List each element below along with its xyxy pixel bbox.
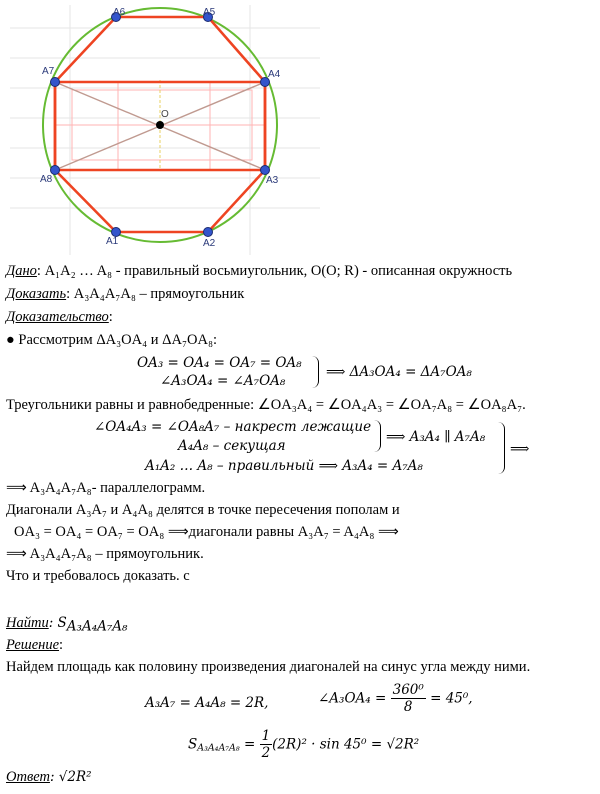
background-grid xyxy=(10,5,320,255)
proof-diagonals: Диагонали A₃A₇ и A₄A₈ делятся в точке пересечения пополам и xyxy=(6,502,400,518)
area-rhs: (2R)² · sin 45⁰ = √2R² xyxy=(272,736,420,753)
prove-label: Доказать xyxy=(6,286,67,302)
proof-eq1: OA₃ = OA₄ = OA₇ = OA₈ xyxy=(137,355,302,371)
angle-lhs: ∠A₃OA₄ = xyxy=(318,690,387,707)
proof-line-a: ∠OA₄A₃ = ∠OA₈A₇ – накрест лежащие xyxy=(94,419,372,435)
label-a4: A4 xyxy=(268,69,281,80)
given-line xyxy=(6,262,512,280)
octagon-figure xyxy=(0,0,600,260)
proof-implies-parallel: ⟹ A₃A₄ ∥ A₇A₈ xyxy=(386,429,486,445)
proof-triangles: Треугольники равны и равнобедренные: ∠OA₃A₄ = ∠OA₄A₃ = ∠OA₇A₈ = ∠OA₈A₇. xyxy=(6,397,526,413)
prove-text: : A₃A₄A₇A₈ – прямоугольник xyxy=(66,286,245,302)
proof-equal-line: OA₃ = OA₄ = OA₇ = OA₈ ⟹диагонали равны A₃A₇ = A₄A₈ ⟹ xyxy=(14,524,399,540)
half-den: 2 xyxy=(261,745,271,761)
angle-den: 8 xyxy=(403,699,413,715)
solution-area xyxy=(188,728,419,761)
area-lhs: S xyxy=(188,736,198,753)
answer-text: : √2R² xyxy=(49,769,92,785)
prove-line xyxy=(6,285,244,303)
angle-fraction xyxy=(391,682,426,715)
proof-parallelogram: ⟹ A₃A₄A₇A₈- параллелограмм. xyxy=(6,480,206,496)
solution-intro: Найдем площадь как половину произведения диагоналей на синус угла между ними. xyxy=(6,659,531,675)
answer-line xyxy=(6,768,92,786)
half-num: 1 xyxy=(261,728,271,744)
proof-heading: Доказательство: xyxy=(6,309,113,325)
given-label: Дано xyxy=(6,263,37,279)
proof-implies1: ⟹ ΔA₃OA₄ = ΔA₇OA₈ xyxy=(326,364,472,380)
label-a5: A5 xyxy=(203,7,216,18)
label-o: O xyxy=(161,109,169,120)
proof-implies-big: ⟹ xyxy=(510,441,530,457)
proof-label: Доказательство xyxy=(6,309,109,325)
label-a7: A7 xyxy=(42,66,55,77)
answer-label: Ответ xyxy=(6,769,50,785)
proof-consider: ● Рассмотрим ΔA₃OA₄ и ΔA₇OA₈: xyxy=(6,332,218,348)
find-sub: A₃A₄A₇A₈ xyxy=(66,618,128,635)
label-a3: A3 xyxy=(266,175,279,186)
brace-3 xyxy=(498,422,505,474)
label-a2: A2 xyxy=(203,238,216,249)
proof-line-b: A₄A₈ – секущая xyxy=(178,438,286,454)
label-a8: A8 xyxy=(40,174,53,185)
proof-line-c: A₁A₂ … A₈ – правильный ⟹ A₃A₄ = A₇A₈ xyxy=(145,458,423,474)
area-sub: A₃A₄A₇A₈ xyxy=(197,742,240,754)
proof-qed: Что и требовалось доказать. c xyxy=(6,568,190,584)
solution-diag: A₃A₇ = A₄A₈ = 2R, xyxy=(145,695,269,711)
find-text: : S xyxy=(48,615,67,631)
proof-rectangle: ⟹ A₃A₄A₇A₈ – прямоугольник. xyxy=(6,546,204,562)
angle-num: 360⁰ xyxy=(392,682,424,698)
label-a1: A1 xyxy=(106,236,119,247)
solution-angle xyxy=(318,682,473,715)
brace-2 xyxy=(374,420,381,452)
solution-label: Решение xyxy=(6,637,60,653)
proof-eq2: ∠A₃OA₄ = ∠A₇OA₈ xyxy=(160,373,286,389)
label-a6: A6 xyxy=(113,7,126,18)
solution-heading: Решение: xyxy=(6,637,64,653)
find-label: Найти xyxy=(6,615,49,631)
area-eq: = xyxy=(243,736,256,753)
half-fraction xyxy=(260,728,273,761)
brace-1 xyxy=(312,356,319,388)
find-line xyxy=(6,614,127,635)
center-point xyxy=(156,121,164,129)
given-text: : A₁A₂ … A₈ - правильный восьмиугольник, O(O; R) - описанная окружность xyxy=(36,263,513,279)
angle-rhs: = 45⁰, xyxy=(430,690,473,707)
